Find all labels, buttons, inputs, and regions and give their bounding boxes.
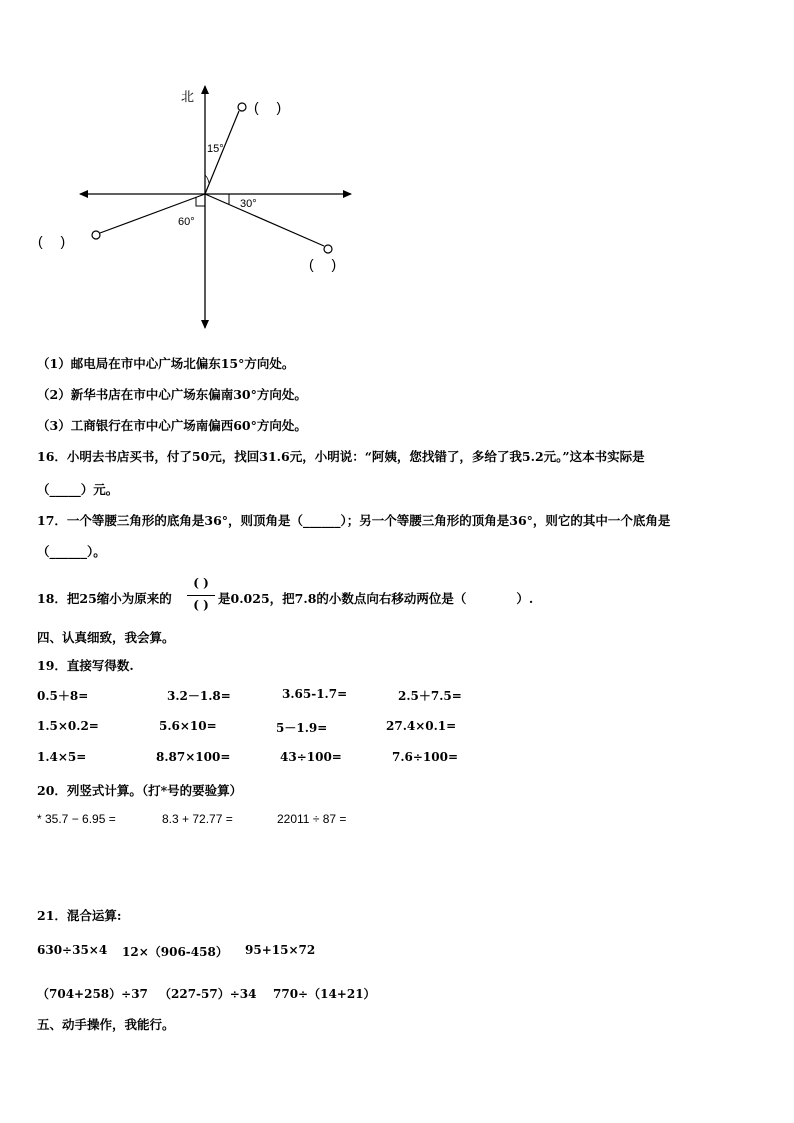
q15-item-3: （3）工商银行在市中心广场南偏西60°方向处。	[37, 418, 307, 433]
q17-line-1: 17．一个等腰三角形的底角是36°，则顶角是（______）；另一个等腰三角形的顶角是36°，则它的其中一个底角是	[37, 513, 671, 528]
q19-r2-c2: 5.6×10=	[159, 719, 217, 733]
ray-east-south-30	[205, 194, 324, 246]
q19-r2-c1: 1.5×0.2=	[37, 719, 99, 733]
angle-30-label: 30°	[240, 198, 257, 210]
q19-title: 19．直接写得数.	[37, 658, 134, 673]
q18-fraction-numerator: ( )	[193, 576, 209, 590]
q15-item-1: （1）邮电局在市中心广场北偏东15°方向处。	[37, 356, 295, 371]
q21-r2-c3: 770÷（14+21）	[273, 987, 376, 1001]
q18-prefix: 18．把25缩小为原来的	[37, 591, 172, 606]
q18-fraction-denominator: ( )	[193, 598, 209, 612]
q19-r3-c3: 43÷100=	[280, 750, 342, 764]
q20-item-2: 8.3 + 72.77 =	[162, 812, 233, 826]
direction-figure	[0, 0, 794, 340]
q21-r1-c2: 12×（906-458）	[122, 945, 228, 959]
point-bookstore	[324, 245, 332, 253]
point-post-office	[238, 103, 246, 111]
blank-bank: ( )	[38, 233, 66, 249]
point-bank	[92, 231, 100, 239]
q19-r2-c3: 5－1.9=	[276, 721, 328, 735]
q21-r1-c3: 95+15×72	[245, 943, 316, 957]
q21-title: 21．混合运算:	[37, 908, 122, 923]
blank-post-office: ( )	[254, 99, 282, 115]
angle-60-label: 60°	[178, 216, 195, 228]
section-4-heading: 四、认真细致，我会算。	[37, 630, 175, 645]
q18-fraction-bar	[187, 595, 215, 596]
q21-r2-c2: （227-57）÷34	[159, 987, 257, 1001]
q19-r1-c3: 3.65-1.7=	[282, 687, 348, 701]
q15-item-2: （2）新华书店在市中心广场东偏南30°方向处。	[37, 387, 307, 402]
angle-mark-60	[196, 197, 205, 206]
blank-bookstore: ( )	[309, 256, 337, 272]
q21-r1-c1: 630÷35×4	[37, 943, 108, 957]
q19-r1-c2: 3.2－1.8=	[167, 689, 231, 703]
north-label: 北	[181, 89, 195, 104]
q19-r3-c2: 8.87×100=	[156, 750, 231, 764]
section-5-heading: 五、动手操作，我能行。	[37, 1017, 175, 1032]
q16-line-2: （_____）元。	[37, 482, 119, 497]
q19-r2-c4: 27.4×0.1=	[386, 719, 457, 733]
q20-item-1: * 35.7 − 6.95 =	[37, 812, 116, 826]
q18-fraction	[187, 574, 215, 616]
q19-r1-c4: 2.5＋7.5=	[398, 689, 462, 703]
q16-line-1: 16．小明去书店买书，付了50元，找回31.6元，小明说：“阿姨，您找错了，多给了我5.2元。”这本书实际是	[37, 449, 645, 464]
q20-title: 20．列竖式计算。（打*号的要验算）	[37, 783, 243, 798]
q20-item-3: 22011 ÷ 87 =	[277, 812, 347, 826]
q21-r2-c1: （704+258）÷37	[37, 987, 148, 1001]
q19-r3-c4: 7.6÷100=	[392, 750, 459, 764]
q18-suffix: 是0.025，把7.8的小数点向右移动两位是（ ）.	[218, 591, 534, 606]
q19-r3-c1: 1.4×5=	[37, 750, 87, 764]
q19-r1-c1: 0.5＋8=	[37, 689, 89, 703]
q17-line-2: （______）。	[37, 544, 106, 559]
angle-15-label: 15°	[207, 143, 224, 155]
